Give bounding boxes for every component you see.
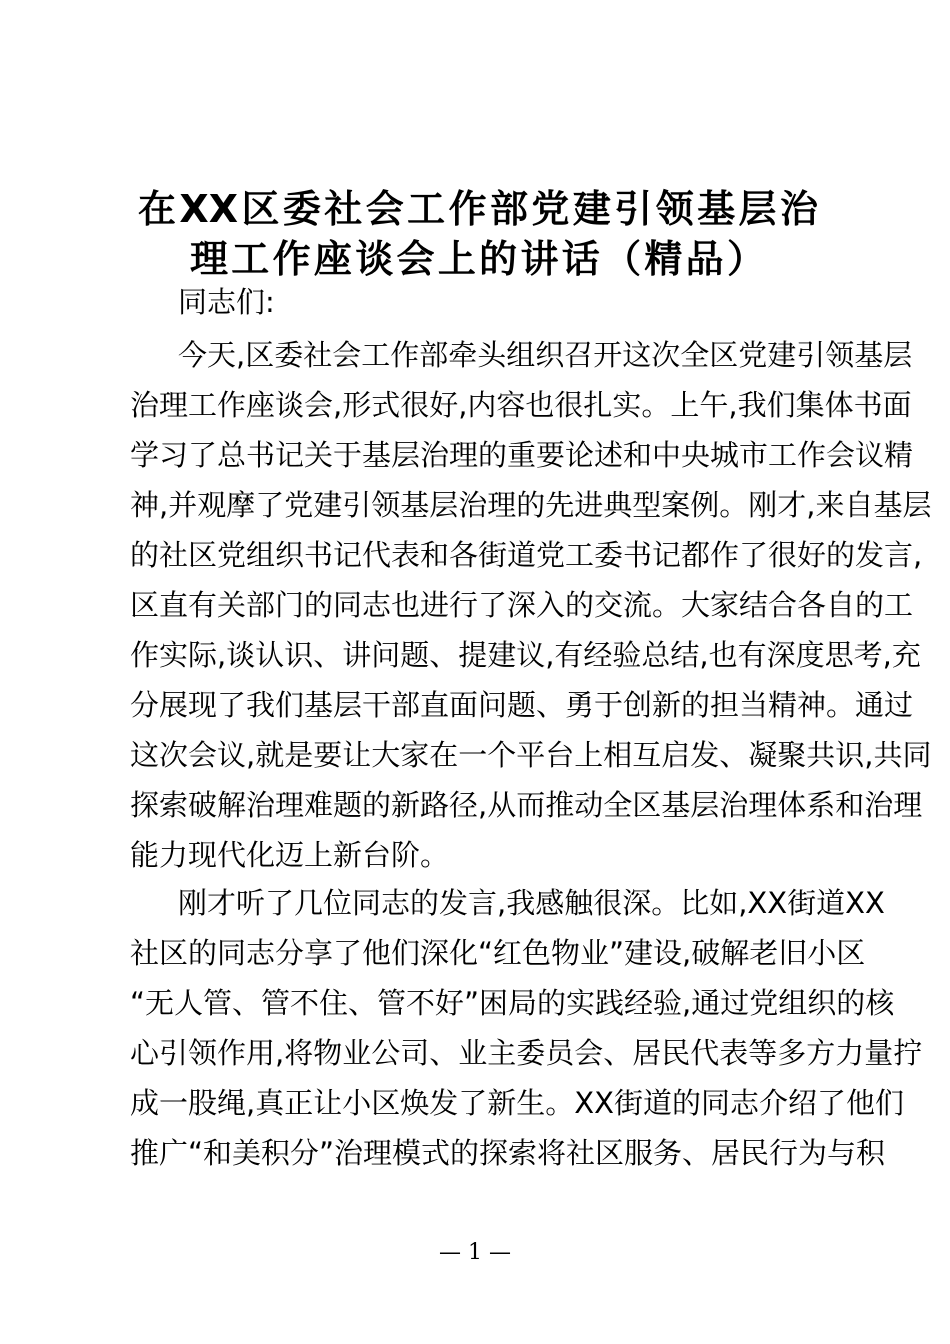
paragraph-line: 能力现代化迈上新台阶。 (130, 838, 450, 872)
paragraph-line: “无人管、管不住、管不好”困局的实践经验,通过党组织的核 (130, 986, 895, 1020)
document-title-line-1: 在XX区委社会工作部党建引领基层治 (138, 187, 818, 231)
paragraph-line: 区直有关部门的同志也进行了深入的交流。大家结合各自的工 (130, 588, 914, 622)
page-number: — 1 — (439, 1240, 511, 1265)
paragraph-line: 今天,区委社会工作部牵头组织召开这次全区党建引领基层 (178, 338, 913, 372)
paragraph-line: 神,并观摩了党建引领基层治理的先进典型案例。刚才,来自基层 (130, 488, 932, 522)
paragraph-line: 探索破解治理难题的新路径,从而推动全区基层治理体系和治理 (130, 788, 923, 822)
paragraph-line: 分展现了我们基层干部直面问题、勇于创新的担当精神。通过 (130, 688, 914, 722)
paragraph-line: 成一股绳,真正让小区焕发了新生。XX街道的同志介绍了他们 (130, 1086, 904, 1120)
paragraph-line: 推广“和美积分”治理模式的探索将社区服务、居民行为与积 (130, 1136, 886, 1170)
paragraph-line: 治理工作座谈会,形式很好,内容也很扎实。上午,我们集体书面 (130, 388, 912, 422)
paragraph-line: 这次会议,就是要让大家在一个平台上相互启发、凝聚共识,共同 (130, 738, 932, 772)
paragraph-line: 社区的同志分享了他们深化“红色物业”建设,破解老旧小区 (130, 936, 866, 970)
document-title-line-2: 理工作座谈会上的讲话（精品） (190, 237, 765, 281)
paragraph-line: 的社区党组织书记代表和各街道党工委书记都作了很好的发言, (130, 538, 923, 572)
paragraph-line: 刚才听了几位同志的发言,我感触很深。比如,XX街道XX (178, 886, 885, 920)
paragraph-line: 心引领作用,将物业公司、业主委员会、居民代表等多方力量拧 (130, 1036, 923, 1070)
paragraph-line: 作实际,谈认识、讲问题、提建议,有经验总结,也有深度思考,充 (130, 638, 921, 672)
paragraph-line: 学习了总书记关于基层治理的重要论述和中央城市工作会议精 (130, 438, 914, 472)
salutation: 同志们: (178, 285, 275, 319)
